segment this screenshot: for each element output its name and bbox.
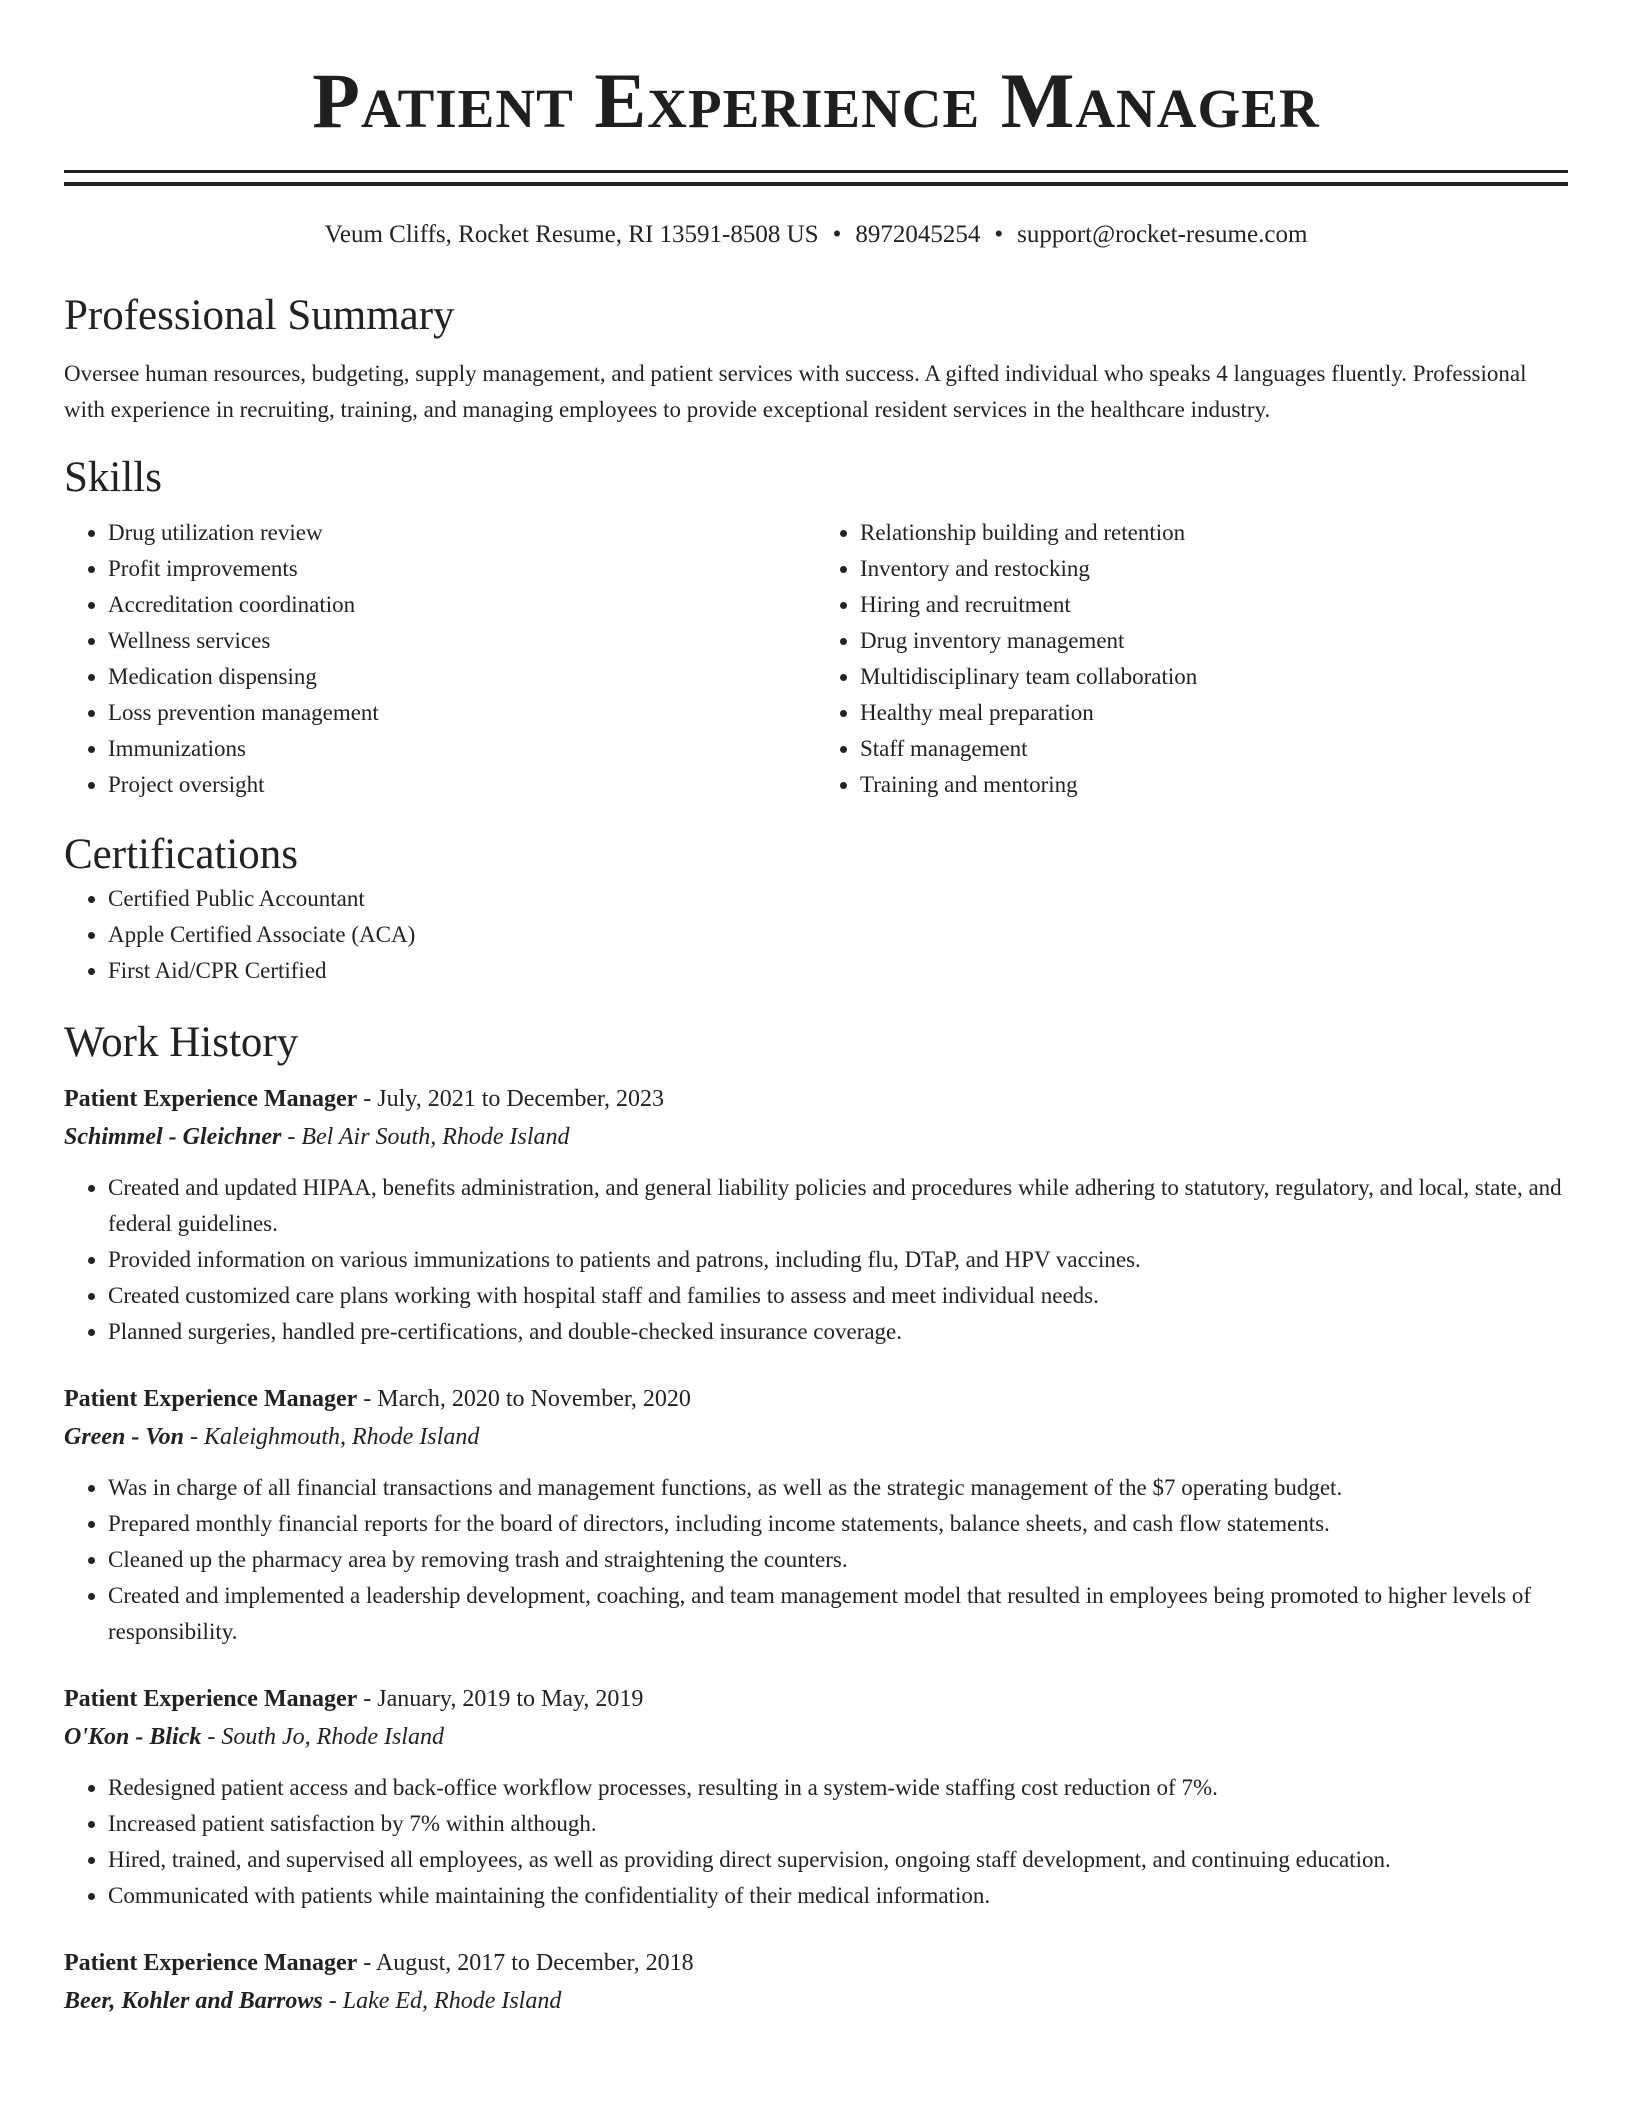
job-bullet: • Created customized care plans working with hospital staff and families to assess and meet individual needs. — [108, 1278, 1568, 1314]
skill-item: • Training and mentoring — [860, 767, 1568, 803]
job-bullet: • Redesigned patient access and back-office workflow processes, resulting in a system-wide staffing cost reduction of 7%. — [108, 1770, 1568, 1806]
certification-item: • Certified Public Accountant — [108, 881, 1568, 917]
skill-item: • Inventory and restocking — [860, 551, 1568, 587]
job-bullet: • Hired, trained, and supervised all employees, as well as providing direct supervision, ongoing staff development, and continuing education. — [108, 1842, 1568, 1878]
work-history-heading: Work History — [64, 1018, 299, 1066]
job-title: Patient Experience Manager — [64, 1950, 358, 1977]
contact-phone: 8972045254 — [855, 221, 981, 248]
job-dates: - August, 2017 to December, 2018 — [357, 1950, 694, 1977]
skill-item: • Staff management — [860, 731, 1568, 767]
skills-heading: Skills — [64, 453, 162, 501]
title-double-rule — [64, 170, 1568, 186]
job-bullets — [64, 1470, 1568, 1650]
job-dates: - March, 2020 to November, 2020 — [357, 1386, 691, 1413]
resume-title: Patient Experience Manager — [312, 57, 1320, 144]
summary-text: Oversee human resources, budgeting, supply management, and patient services with success. A gifted individual who speaks 4 languages fluently. Professional with experience in recruiting, training, and managing employees to provide exceptional resident services in the healthcare industry. — [64, 360, 1527, 422]
skill-item: • Hiring and recruitment — [860, 587, 1568, 623]
job-location: - Kaleighmouth, Rhode Island — [184, 1424, 480, 1451]
job-location: - South Jo, Rhode Island — [201, 1724, 444, 1751]
skill-item: • Medication dispensing — [108, 659, 816, 695]
skills-list-right — [816, 515, 1568, 803]
job-employer: Beer, Kohler and Barrows — [64, 1988, 323, 2015]
skill-item: • Loss prevention management — [108, 695, 816, 731]
job-title: Patient Experience Manager — [64, 1386, 358, 1413]
skill-item: • Drug inventory management — [860, 623, 1568, 659]
job-bullet: • Provided information on various immunizations to patients and patrons, including flu, DTaP, and HPV vaccines. — [108, 1242, 1568, 1278]
job-bullet: • Planned surgeries, handled pre-certifications, and double-checked insurance coverage. — [108, 1314, 1568, 1350]
job-bullet: • Prepared monthly financial reports for the board of directors, including income statements, balance sheets, and cash flow statements. — [108, 1506, 1568, 1542]
job-location: - Lake Ed, Rhode Island — [322, 1988, 562, 2015]
job-title-line — [64, 1680, 1568, 1718]
job-employer: Green - Von — [64, 1424, 185, 1451]
job-employer: Schimmel - Gleichner — [64, 1124, 282, 1151]
job-entry — [64, 1080, 1568, 1350]
summary-heading: Professional Summary — [64, 292, 455, 339]
job-employer-line — [64, 1418, 1568, 1456]
skill-item: • Wellness services — [108, 623, 816, 659]
certifications-heading: Certifications — [64, 831, 299, 879]
job-title-line — [64, 1380, 1568, 1418]
job-bullets — [64, 1770, 1568, 1914]
contact-separator: • — [832, 221, 842, 248]
skill-item: • Profit improvements — [108, 551, 816, 587]
job-bullet: • Created and implemented a leadership development, coaching, and team management model that resulted in employees being promoted to higher levels of responsibility. — [108, 1578, 1568, 1650]
job-bullet: • Created and updated HIPAA, benefits administration, and general liability policies and procedures while adhering to statutory, regulatory, and local, state, and federal guidelines. — [108, 1170, 1568, 1242]
certifications-list — [64, 881, 1568, 989]
job-title: Patient Experience Manager — [64, 1086, 358, 1113]
job-entry — [64, 1680, 1568, 1914]
job-title-line — [64, 1944, 1568, 1982]
job-bullets — [64, 1170, 1568, 1350]
job-employer-line — [64, 1118, 1568, 1156]
skill-item: • Project oversight — [108, 767, 816, 803]
job-bullet: • Communicated with patients while maintaining the confidentiality of their medical information. — [108, 1878, 1568, 1914]
skill-item: • Immunizations — [108, 731, 816, 767]
job-bullet: • Increased patient satisfaction by 7% within although. — [108, 1806, 1568, 1842]
contact-address: Veum Cliffs, Rocket Resume, RI 13591-8508 US — [324, 221, 819, 248]
contact-separator: • — [994, 221, 1004, 248]
job-employer-line — [64, 1982, 1568, 2020]
skill-item: • Drug utilization review — [108, 515, 816, 551]
job-location: - Bel Air South, Rhode Island — [281, 1124, 570, 1151]
skill-item: • Multidisciplinary team collaboration — [860, 659, 1568, 695]
skills-columns — [64, 515, 1568, 803]
job-entry — [64, 1380, 1568, 1650]
job-title: Patient Experience Manager — [64, 1686, 358, 1713]
job-bullet: • Cleaned up the pharmacy area by removing trash and straightening the counters. — [108, 1542, 1568, 1578]
job-bullet: • Was in charge of all financial transactions and management functions, as well as the strategic management of the $7 operating budget. — [108, 1470, 1568, 1506]
certification-item: • First Aid/CPR Certified — [108, 953, 1568, 989]
skill-item: • Accreditation coordination — [108, 587, 816, 623]
skills-list-left — [64, 515, 816, 803]
job-employer: O'Kon - Blick — [64, 1724, 202, 1751]
contact-email: support@rocket-resume.com — [1017, 221, 1308, 248]
job-title-line — [64, 1080, 1568, 1118]
skill-item: • Relationship building and retention — [860, 515, 1568, 551]
job-dates: - July, 2021 to December, 2023 — [357, 1086, 664, 1113]
certification-item: • Apple Certified Associate (ACA) — [108, 917, 1568, 953]
contact-line — [64, 220, 1568, 250]
job-entry — [64, 1944, 1568, 2020]
job-dates: - January, 2019 to May, 2019 — [357, 1686, 644, 1713]
skill-item: • Healthy meal preparation — [860, 695, 1568, 731]
job-employer-line — [64, 1718, 1568, 1756]
